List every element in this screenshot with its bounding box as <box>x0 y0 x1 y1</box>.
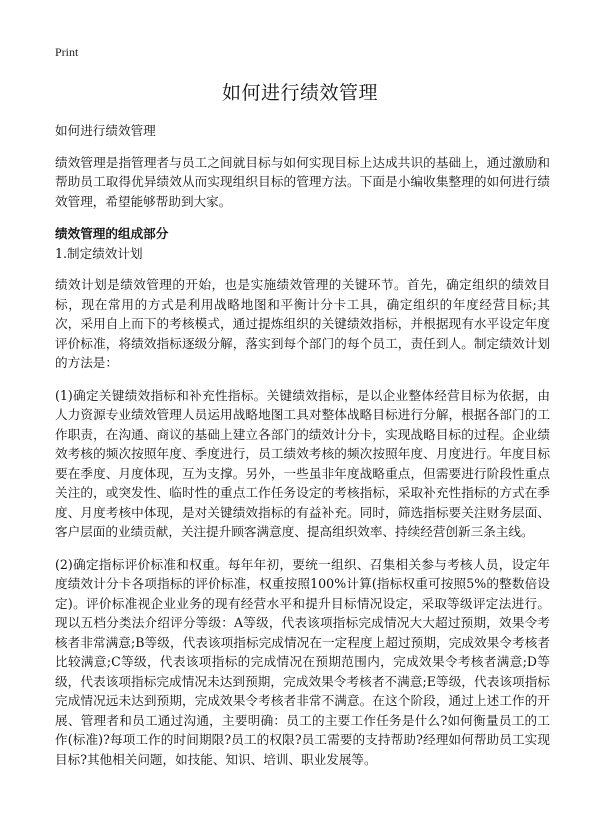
paragraph-plan-overview: 绩效计划是绩效管理的开始，也是实施绩效管理的关键环节。首先，确定组织的绩效目标，现在常用的方式是利用战略地图和平衡计分卡工具，确定组织的年度经营目标;其次，采用自上而下的考核模式，通过提炼组织的关键绩效指标，并根据现有水平设定年度评价标准，将绩效指标逐级分解，落实到每个部门的每个员工，责任到人。制定绩效计划的方法是： <box>55 277 550 370</box>
subsection-heading: 1.制定绩效计划 <box>55 245 143 261</box>
intro-paragraph: 绩效管理是指管理者与员工之间就目标与如何实现目标上达成共识的基础上，通过激励和帮助员工取得优异绩效从而实现组织目标的管理方法。下面是小编收集整理的如何进行绩效管理，希望能够帮助到大家。 <box>55 154 550 209</box>
print-label: Print <box>55 45 79 59</box>
paragraph-criteria-weights: (2)确定指标评价标准和权重。每年年初，要统一组织、召集相关参与考核人员，设定年度绩效计分卡各项指标的评价标准，权重按照100%计算(指标权重可按照5%的整数倍设定)。评价标准视企业业务的现有经营水平和提升目标情况设定，采取等级评定法进行。现以五档分类法介绍评分等级：A等级，代表该项指标完成情况大大超过预期，效果令考核者非常满意;B等级，代表该项指标完成情况在一定程度上超过预期，完成效果令考核者比较满意;C等级，代表该项指标的完成情况在预期范围内，完成效果令考核者满意;D等级，代表该项指标完成情况未达到预期，完成效果令考核者不满意;E等级，代表该项指标完成情况远未达到预期，完成效果令考核者非常不满意。在这个阶段，通过上述工作的开展、管理者和员工通过沟通，主要明确：员工的主要工作任务是什么?如何衡量员工的工作(标准)?每项工作的时间期限?员工的权限?员工需要的支持帮助?经理如何帮助员工实现目标?其他相关问题，如技能、知识、培训、职业发展等。 <box>55 556 550 767</box>
section-heading: 绩效管理的组成部分 <box>55 226 169 241</box>
document-body <box>55 121 550 782</box>
document-title: 如何进行绩效管理 <box>221 82 378 104</box>
paragraph-kpi: (1)确定关键绩效指标和补充性指标。关键绩效指标，是以企业整体经营目标为依据，由人力资源专业绩效管理人员运用战略地图工具对整体战略目标进行分解，根据各部门的工作职责，在沟通、商议的基础上建立各部门的绩效计分卡，实现战略目标的过程。企业绩效考核的频次按照年度、季度进行，员工绩效考核的频次按照年度、月度进行。年度目标要在季度、月度体现，互为支撑。另外，一些虽非年度战略重点，但需要进行阶段性重点关注的，或突发性、临时性的重点工作任务设定的考核指标，采取补充性指标的方式在季度、月度考核中体现，是对关键绩效指标的有益补充。同时，筛选指标要关注财务层面、客户层面的业绩贡献，关注提升顾客满意度、提高组织效率、持续经营创新三条主线。 <box>55 387 550 539</box>
document-subtitle: 如何进行绩效管理 <box>55 123 156 138</box>
